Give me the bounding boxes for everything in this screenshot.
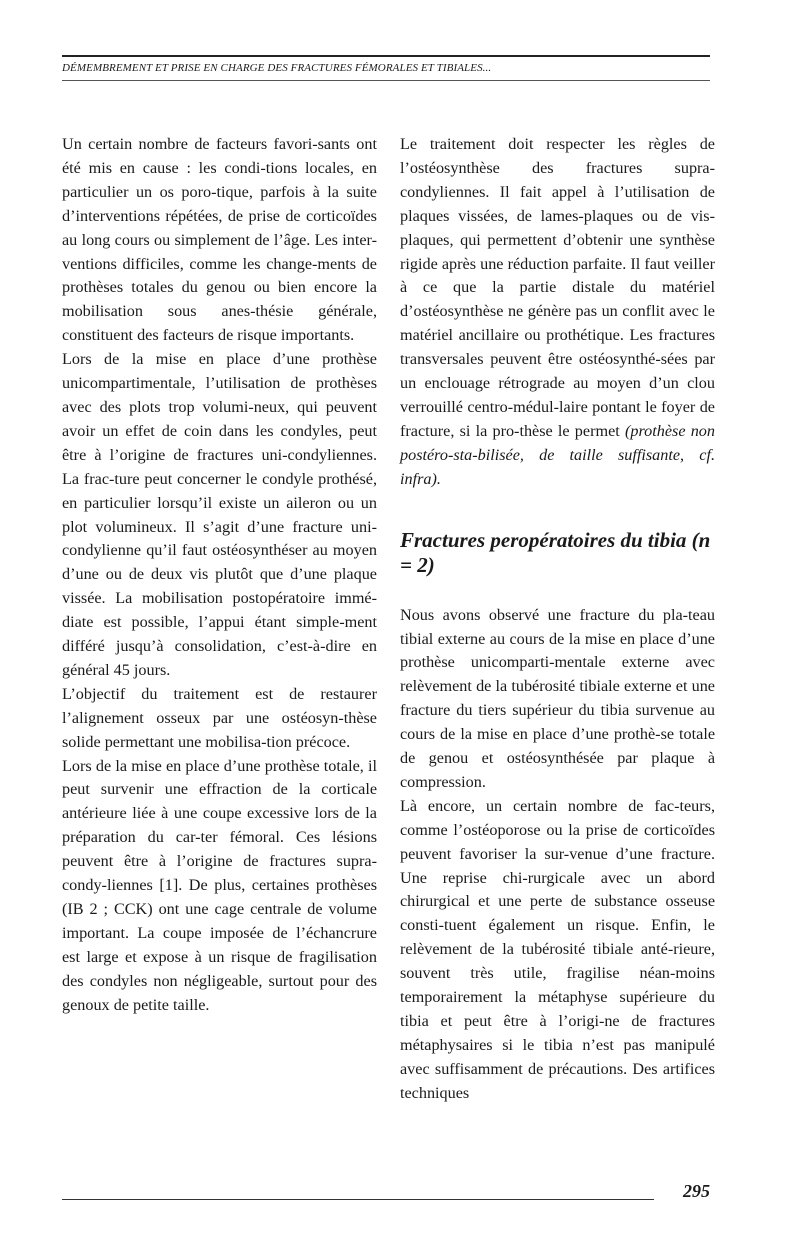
running-title: DÉMEMBREMENT ET PRISE EN CHARGE DES FRACTURES FÉMORALES ET TIBIALES... — [62, 62, 492, 74]
paragraph: L’objectif du traitement est de restaurer l’alignement osseux par une ostéosyn-thèse solide permettant une mobilisa-tion précoce. — [62, 684, 377, 751]
paragraph: Lors de la mise en place d’une prothèse unicompartimentale, l’utilisation de prothèses avec des plots trop volumi-neux, qui peuvent avoir un effet de coin dans les condyles, peut être à l’origine de fractures uni-condyliennes. La frac-ture peut concerner le condyle prothésé, en particulier lorsqu’il existe un aileron ou un plot volumineux. Il s’agit d’une fracture uni-condylienne qu’il faut ostéosynthéser au moyen d’une ou de deux vis plutôt que d’une plaque vissée. La mobilisation postopératoire immé-diate est possible, l’appui étant simple-ment différé jusqu’à consolidation, c’est-à-dire en général 45 jours. — [62, 350, 377, 679]
section-heading: Fractures peropératoires du tibia (n = 2) — [400, 527, 711, 577]
paragraph: Là encore, un certain nombre de fac-teurs, comme l’ostéoporose ou la prise de corticoïdes peuvent favoriser la sur-venue d’une fracture. Une reprise chi-rurgicale avec un abord chirurgical et une perte de substance osseuse consti-tuent également un risque. Enfin, le relèvement de la tubérosité tibiale anté-rieure, souvent très utile, fragilise néan-moins temporairement la métaphyse supérieure du tibia et peut être à l’origi-ne de fractures métaphysaires si le tibia n’est pas manipulé avec suffisamment de précautions. Des artifices techniques — [400, 796, 715, 1102]
header-bottom-rule — [62, 80, 710, 81]
paragraph — [400, 133, 715, 492]
paragraph: Nous avons observé une fracture du pla-teau tibial externe au cours de la mise en place d’une prothèse unicomparti-mentale externe avec relèvement de la tubérosité tibiale externe et une fracture du tiers supérieur du tibia survenue au cours de la mise en place d’une prothè-se totale de genou et ostéosynthésée par plaque à compression. — [400, 605, 715, 791]
footer-rule — [62, 1199, 654, 1200]
right-column — [400, 133, 715, 1106]
page-number: 295 — [683, 1181, 710, 1201]
paragraph: Un certain nombre de facteurs favori-sants ont été mis en cause : les condi-tions locales, en particulier un os poro-tique, parfois à la suite d’interventions répétées, de prise de corticoïdes au long cours ou simplement de l’âge. Les inter-ventions difficiles, comme les change-ments de prothèses totales du genou ou bien encore la mobilisation sous anes-thésie générale, constituent des facteurs de risque importants. — [62, 135, 377, 345]
paragraph: Lors de la mise en place d’une prothèse totale, il peut survenir une effraction de la corticale antérieure liée à une coupe excessive lors de la préparation du car-ter fémoral. Ces lésions peuvent être à l’origine de fractures supra-condy-liennes [1]. De plus, certaines prothèses (IB 2 ; CCK) ont une cage centrale de volume important. La coupe imposée de l’échancrure est large et expose à un risque de fragilisation des condyles non négligeable, surtout pour des genoux de petite taille. — [62, 756, 377, 1014]
italic-note: (prothèse non postéro-sta-bilisée, de taille suffisante, cf. infra). — [400, 421, 715, 488]
paragraph-text: Le traitement doit respecter les règles de l’ostéosynthèse des fractures supra-condyliennes. Il fait appel à l’utilisation de plaques vissées, de lames-plaques ou de vis-plaques, qui permettent d’obtenir une synthèse rigide après une réduction parfaite. Il faut veiller à ce que la partie distale du matériel d’ostéosynthèse ne génère pas un conflit avec le matériel ancillaire ou prothétique. Les fractures transversales peuvent être ostéosynthé-sées par un enclouage rétrograde au moyen d’un clou verrouillé centro-médul-laire pontant le foyer de fracture, si la pro-thèse le permet — [400, 135, 715, 440]
left-column — [62, 133, 377, 1018]
header-top-rule — [62, 55, 710, 57]
